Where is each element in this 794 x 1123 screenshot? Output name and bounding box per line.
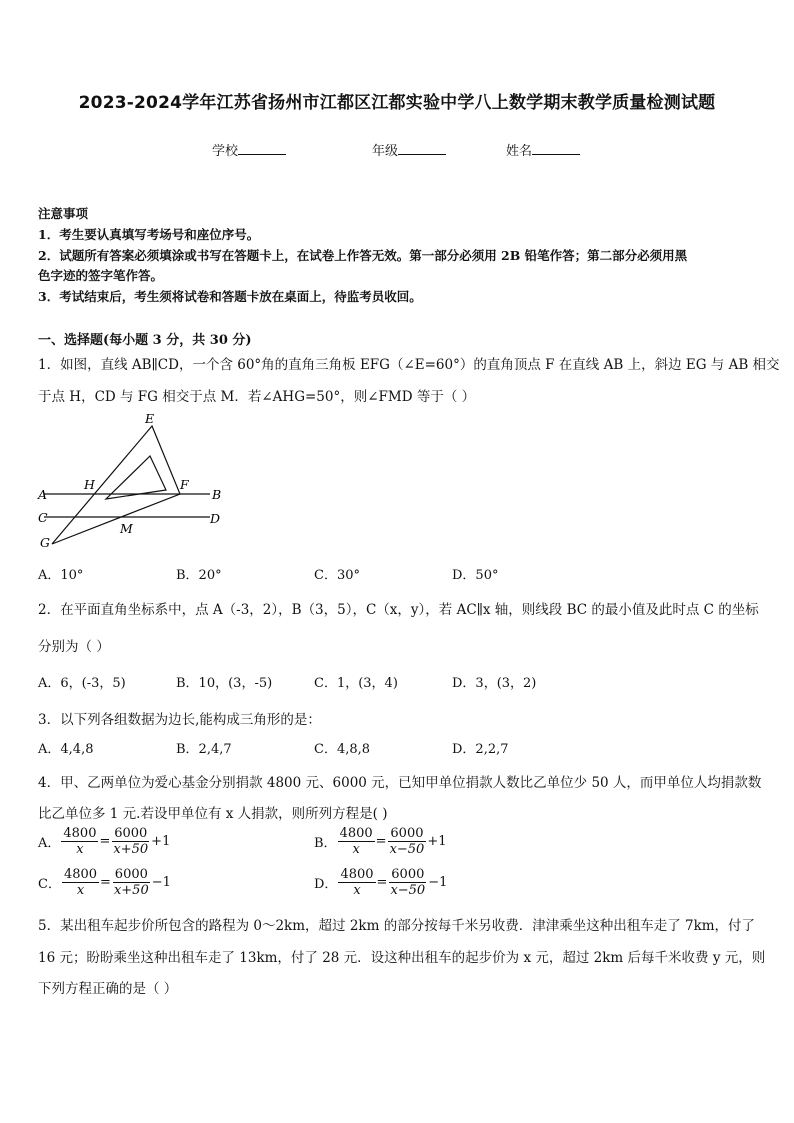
label-m: M [120,521,133,536]
q2-option-c[interactable]: C．1，(3，4) [314,676,398,691]
exam-title: 2023-2024学年江苏省扬州市江都区江都实验中学八上数学期末教学质量检测试题 [78,93,716,113]
fraction-numerator: 4800 [340,867,374,882]
fraction-numerator: 6000 [114,867,148,882]
q4-option-d-tail: −1 [428,875,448,890]
fraction-denominator: x+50 [113,883,149,898]
q3-option-b[interactable]: B．2,4,7 [176,742,232,757]
q3-text-1: 3．以下列各组数据为边长,能构成三角形的是： [38,712,321,728]
label-g: G [40,535,50,550]
q4-option-c[interactable]: C． $\frac{4800}{x}$ = $\frac{6000}{x+50}$ −1 [38,867,171,898]
school-field [212,140,286,159]
fraction-denominator: x [352,842,360,857]
q1-option-c[interactable]: C．30° [314,568,360,583]
label-f: F [180,477,189,492]
fraction-denominator: x [76,883,85,898]
fraction [388,867,427,898]
label-a: A [38,487,48,502]
note-2: 2．试题所有答案必须填涂或书写在答题卡上，在试卷上作答无效。第一部分必须用 2B 铅笔作答；第二部分必须用黑 [38,248,688,263]
triangle-inner [106,456,166,499]
fraction [338,826,375,857]
q1-text-1: 1．如图，直线 AB∥CD，一个含 60°角的直角三角板 EFG（∠E=60°）的直角顶点 F 在直线 AB 上，斜边 EG 与 AB 相交 [38,357,780,373]
q5-text-2: 16 元；盼盼乘坐这种出租车走了 13km，付了 28 元．设这种出租车的起步价为 x 元，超过 2km 后每千米收费 y 元，则 [38,950,766,966]
name-blank [532,143,580,155]
q3-option-d[interactable]: D．2,2,7 [452,742,509,757]
q2-option-b[interactable]: B．10，(3，-5) [176,676,273,691]
grade-field [372,140,446,159]
q1-option-b[interactable]: B．20° [176,568,222,583]
grade-label: 年级 [372,144,399,159]
fraction-numerator: 4800 [63,826,97,841]
label-b: B [212,487,222,502]
q4-option-d-label: D． [314,877,338,892]
q1-option-d[interactable]: D．50° [452,568,499,583]
fraction-numerator: 6000 [114,826,148,841]
q2-option-d[interactable]: D．3，(3，2) [452,676,537,691]
fraction-denominator: x+50 [113,842,149,857]
q1-option-a[interactable]: A．10° [38,568,84,583]
q4-option-a[interactable]: A． $\frac{4800}{x}$ = $\frac{6000}{x+50}$ +1 [38,826,171,857]
fraction [62,867,99,898]
name-label: 姓名 [506,144,533,159]
q2-option-a[interactable]: A．6，(-3，5) [38,676,126,691]
school-label: 学校 [212,144,239,159]
q5-text-3: 下列方程正确的是（ ） [38,981,178,997]
q4-option-a-label: A． [38,836,61,851]
school-blank [238,143,286,155]
triangle-outer [52,426,180,544]
note-2-cont: 色字迹的签字笔作答。 [38,268,164,283]
name-field [506,140,580,159]
fraction [338,867,375,898]
q4-option-b-tail: +1 [427,834,447,849]
fraction-numerator: 4800 [63,867,98,882]
fraction-numerator: 6000 [391,867,425,882]
q4-option-b[interactable]: B． $\frac{4800}{x}$ = $\frac{6000}{x-50}$ +1 [314,826,447,857]
grade-blank [398,143,446,155]
label-e: E [145,411,155,426]
q2-text-1: 2．在平面直角坐标系中，点 A（-3，2），B（3，5），C（x，y），若 AC∥x 轴，则线段 BC 的最小值及此时点 C 的坐标 [38,602,759,618]
note-1: 1．考生要认真填写考场号和座位序号。 [38,227,260,242]
q5-text-1: 5．某出租车起步价所包含的路程为 0～2km，超过 2km 的部分按每千米另收费．津津乘坐这种出租车走了 7km，付了 [38,918,756,934]
section-heading: 一、选择题(每小题 3 分，共 30 分) [38,333,252,348]
fraction [61,826,98,857]
q1-figure [30,408,230,550]
q4-text-1: 4．甲、乙两单位为爱心基金分别捐款 4800 元、6000 元，已知甲单位捐款人数比乙单位少 50 人，而甲单位人均捐款数 [38,775,762,791]
q4-option-a-tail: +1 [151,834,171,849]
note-3: 3．考试结束后，考生须将试卷和答题卡放在桌面上，待监考员收回。 [38,289,422,304]
q4-option-c-label: C． [38,877,61,892]
fraction-denominator: x−50 [390,883,426,898]
label-c: C [38,510,48,525]
fraction-denominator: x−50 [389,842,425,857]
fraction [111,826,150,857]
q1-text-2: 于点 H，CD 与 FG 相交于点 M．若∠AHG=50°，则∠FMD 等于（ ） [38,389,476,405]
notes-heading: 注意事项 [38,206,89,221]
q3-option-c[interactable]: C．4,8,8 [314,742,371,757]
q3-option-a[interactable]: A．4,4,8 [38,742,94,757]
q4-text-2: 比乙单位多 1 元.若设甲单位有 x 人捐款，则所列方程是( ) [38,806,388,822]
label-d: D [210,511,221,526]
q4-option-b-label: B． [314,836,337,851]
fraction-numerator: 6000 [390,826,424,841]
fraction [112,867,151,898]
fraction-denominator: x [76,842,84,857]
fraction-numerator: 4800 [339,826,373,841]
q2-text-2: 分别为（ ） [38,639,110,655]
q4-option-d[interactable]: D． $\frac{4800}{x}$ = $\frac{6000}{x-50}$ −1 [314,867,448,898]
q4-option-c-tail: −1 [151,875,171,890]
fraction [388,826,427,857]
label-h: H [84,477,95,492]
fraction-denominator: x [353,883,361,898]
